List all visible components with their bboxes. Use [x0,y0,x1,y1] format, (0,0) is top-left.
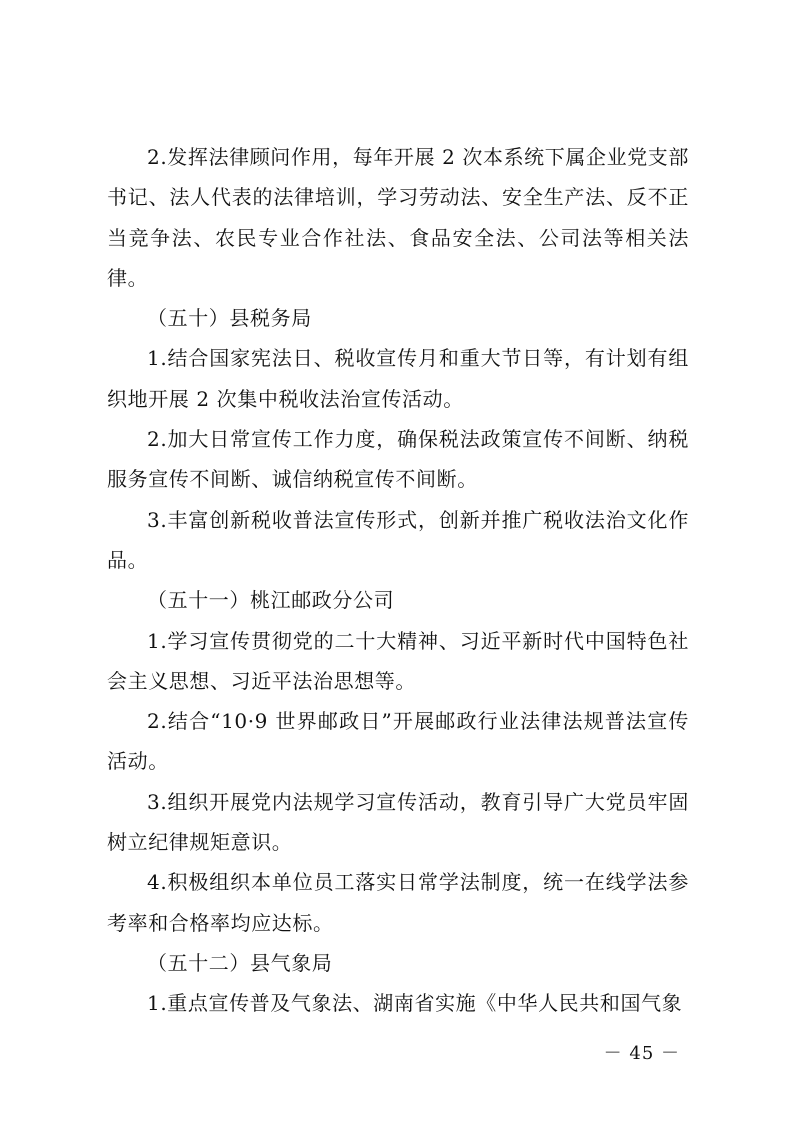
paragraph-postal-2: 2.结合“10·9 世界邮政日”开展邮政行业法律法规普法宣传活动。 [107,709,689,774]
paragraph-tax-3: 3.丰富创新税收普法宣传形式，创新并推广税收法治文化作品。 [107,507,689,572]
document-body [107,137,689,1024]
section-heading-postal: （五十一）桃江邮政分公司 [147,588,395,613]
paragraph-postal-1: 1.学习宣传贯彻党的二十大精神、习近平新时代中国特色社会主义思想、习近平法治思想等。 [107,628,689,693]
paragraph-tax-1: 1.结合国家宪法日、税收宣传月和重大节日等，有计划有组织地开展 2 次集中税收法治宣传活动。 [107,346,689,411]
paragraph-postal-3: 3.组织开展党内法规学习宣传活动，教育引导广大党员牢固树立纪律规矩意识。 [107,789,689,855]
paragraph-tax-2: 2.加大日常宣传工作力度，确保税法政策宣传不间断、纳税服务宣传不间断、诚信纳税宣传不间断。 [107,427,689,492]
section-heading-meteorology: （五十二）县气象局 [147,950,333,975]
paragraph-legal-advisor: 2.发挥法律顾问作用，每年开展 2 次本系统下属企业党支部书记、法人代表的法律培训，学习劳动法、安全生产法、反不正当竞争法、农民专业合作社法、食品安全法、公司法等相关法律。 [107,145,689,290]
paragraph-postal-4: 4.积极组织本单位员工落实日常学法制度，统一在线学法参考率和合格率均应达标。 [107,870,689,935]
page-number: － 45 － [603,1043,680,1064]
section-heading-tax-bureau: （五十）县税务局 [147,306,312,331]
paragraph-meteorology-1: 1.重点宣传普及气象法、湖南省实施《中华人民共和国气象 [147,991,683,1016]
